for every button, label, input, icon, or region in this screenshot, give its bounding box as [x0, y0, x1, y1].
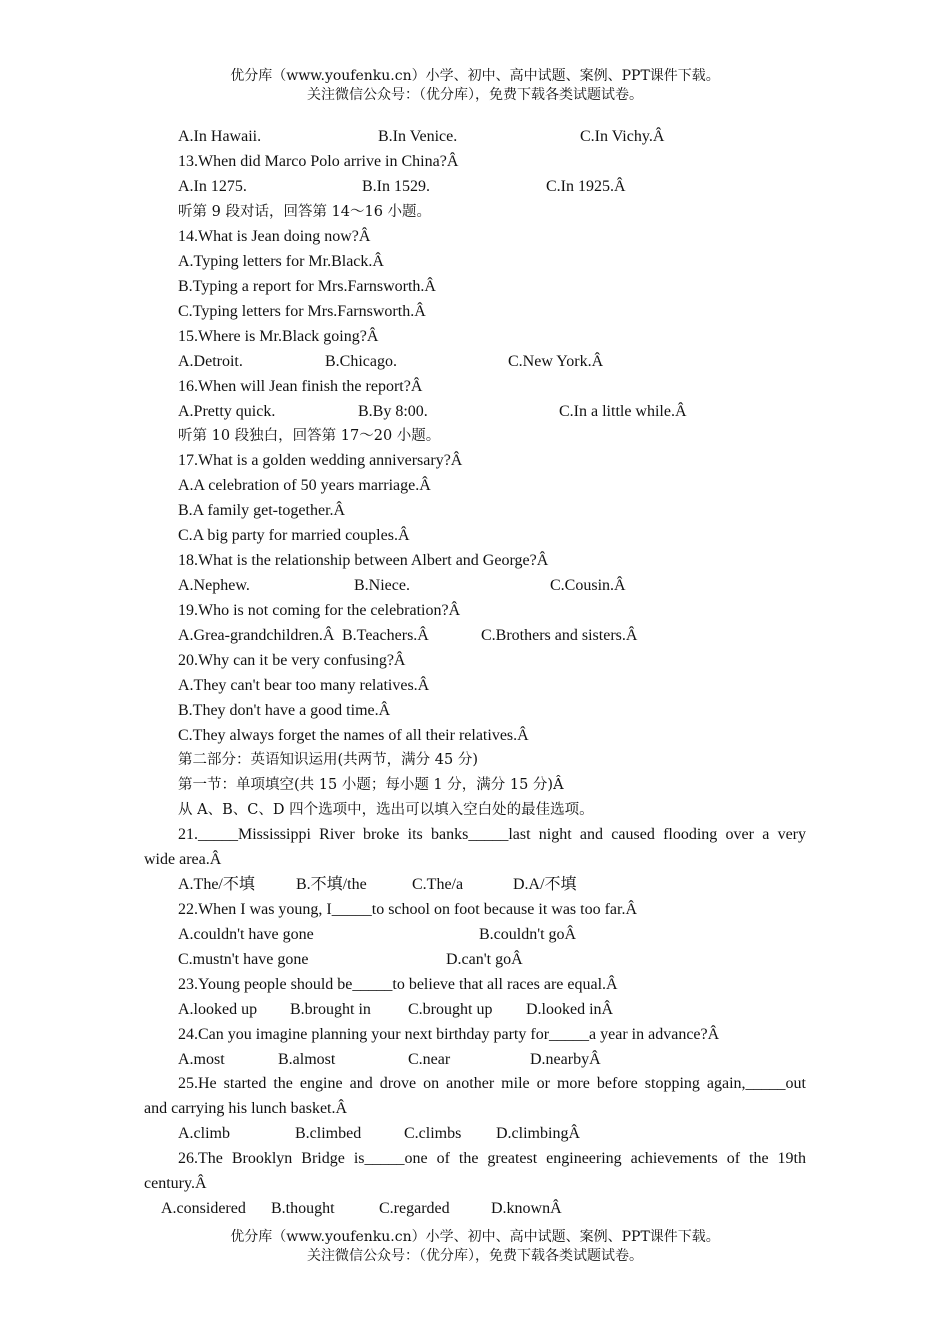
- q22-question: 22.When I was young, I_____to school on foot because it was too far.Â: [178, 901, 638, 918]
- q20-option-c: C.They always forget the names of all their relatives.Â: [178, 727, 529, 744]
- q24-option-d: D.nearbyÂ: [530, 1051, 601, 1068]
- q16-option-b: B.By 8:00.: [358, 403, 428, 420]
- q24-question: 24.Can you imagine planning your next birthday party for_____a year in advance?Â: [178, 1026, 720, 1043]
- q14-question: 14.What is Jean doing now?Â: [178, 228, 371, 245]
- q19-option-b: B.Teachers.Â: [342, 627, 429, 644]
- q26-question-line2: century.Â: [144, 1175, 207, 1192]
- part-2-instruction: 从 A、B、C、D 四个选项中，选出可以填入空白处的最佳选项。: [178, 802, 594, 818]
- q18-question: 18.What is the relationship between Albert and George?Â: [178, 552, 549, 569]
- q21-option-b: B.不填/the: [296, 876, 367, 893]
- q23-option-d: D.looked inÂ: [526, 1001, 614, 1018]
- q22-option-c: C.mustn't have gone: [178, 951, 309, 968]
- q13-option-b: B.In 1529.: [362, 178, 430, 195]
- q15-question: 15.Where is Mr.Black going?Â: [178, 328, 379, 345]
- q21-option-a: A.The/不填: [178, 876, 255, 893]
- q15-option-b: B.Chicago.: [325, 353, 397, 370]
- q17-option-c: C.A big party for married couples.Â: [178, 527, 410, 544]
- q19-option-c: C.Brothers and sisters.Â: [481, 627, 638, 644]
- q13-option-a: A.In 1275.: [178, 178, 247, 195]
- q25-option-b: B.climbed: [295, 1125, 362, 1142]
- q14-option-a: A.Typing letters for Mr.Black.Â: [178, 253, 384, 270]
- part-2-heading: 第二部分：英语知识运用(共两节，满分 45 分): [178, 752, 478, 768]
- q25-question-line2: and carrying his lunch basket.Â: [144, 1100, 348, 1117]
- q12-option-c: C.In Vichy.Â: [580, 128, 665, 145]
- q18-option-c: C.Cousin.Â: [550, 577, 626, 594]
- q14-option-c: C.Typing letters for Mrs.Farnsworth.Â: [178, 303, 426, 320]
- q18-option-a: A.Nephew.: [178, 577, 250, 594]
- q24-option-a: A.most: [178, 1051, 225, 1068]
- q16-option-c: C.In a little while.Â: [559, 403, 687, 420]
- section-9-instruction: 听第 9 段对话，回答第 14～16 小题。: [178, 204, 432, 220]
- q26-option-a: A.considered: [161, 1200, 246, 1217]
- q17-question: 17.What is a golden wedding anniversary?Â: [178, 452, 463, 469]
- q21-question-line1: 21._____Mississippi River broke its banks_____last night and caused flooding over a very: [178, 826, 806, 843]
- q15-option-c: C.New York.Â: [508, 353, 604, 370]
- q25-option-a: A.climb: [178, 1125, 230, 1142]
- q21-question-line2: wide area.Â: [144, 851, 222, 868]
- q25-question-line1: 25.He started the engine and drove on another mile or more before stopping again,_____out: [178, 1075, 806, 1092]
- page-footer-line2: 关注微信公众号：（优分库），免费下载各类试题试卷。: [307, 1248, 643, 1264]
- q21-option-c: C.The/a: [412, 876, 464, 893]
- page-header-line1: 优分库（www.youfenku.cn）小学、初中、高中试题、案例、PPT课件下载。: [230, 68, 720, 84]
- q13-question: 13.When did Marco Polo arrive in China?Â: [178, 153, 459, 170]
- q22-option-b: B.couldn't goÂ: [479, 926, 577, 943]
- q14-option-b: B.Typing a report for Mrs.Farnsworth.Â: [178, 278, 436, 295]
- q24-option-c: C.near: [408, 1051, 451, 1068]
- q25-option-d: D.climbingÂ: [496, 1125, 580, 1142]
- q23-option-a: A.looked up: [178, 1001, 258, 1018]
- section-10-instruction: 听第 10 段独白，回答第 17～20 小题。: [178, 428, 441, 444]
- q22-option-a: A.couldn't have gone: [178, 926, 314, 943]
- q16-option-a: A.Pretty quick.: [178, 403, 276, 420]
- q23-option-c: C.brought up: [408, 1001, 493, 1018]
- q15-option-a: A.Detroit.: [178, 353, 243, 370]
- q17-option-a: A.A celebration of 50 years marriage.Â: [178, 477, 431, 494]
- q19-question: 19.Who is not coming for the celebration?Â: [178, 602, 461, 619]
- q20-option-a: A.They can't bear too many relatives.Â: [178, 677, 430, 694]
- q26-question-line1: 26.The Brooklyn Bridge is_____one of the greatest engineering achievements of the 19th: [178, 1150, 806, 1167]
- q21-option-d: D.A/不填: [513, 876, 577, 893]
- page-footer-line1: 优分库（www.youfenku.cn）小学、初中、高中试题、案例、PPT课件下载。: [230, 1229, 720, 1245]
- q12-option-b: B.In Venice.: [378, 128, 458, 145]
- q19-option-a: A.Grea-grandchildren.Â: [178, 627, 335, 644]
- q22-option-d: D.can't goÂ: [446, 951, 523, 968]
- q13-option-c: C.In 1925.Â: [546, 178, 626, 195]
- q18-option-b: B.Niece.: [354, 577, 410, 594]
- q12-option-a: A.In Hawaii.: [178, 128, 262, 145]
- q23-option-b: B.brought in: [290, 1001, 371, 1018]
- q25-option-c: C.climbs: [404, 1125, 462, 1142]
- q26-option-c: C.regarded: [379, 1200, 450, 1217]
- q20-question: 20.Why can it be very confusing?Â: [178, 652, 406, 669]
- q16-question: 16.When will Jean finish the report?Â: [178, 378, 423, 395]
- part-2-section-1-heading: 第一节：单项填空(共 15 小题；每小题 1 分，满分 15 分)Â: [178, 777, 564, 793]
- q20-option-b: B.They don't have a good time.Â: [178, 702, 391, 719]
- page-header-line2: 关注微信公众号：（优分库），免费下载各类试题试卷。: [307, 87, 643, 103]
- q26-option-b: B.thought: [271, 1200, 335, 1217]
- q17-option-b: B.A family get-together.Â: [178, 502, 346, 519]
- q23-question: 23.Young people should be_____to believe that all races are equal.Â: [178, 976, 618, 993]
- q26-option-d: D.knownÂ: [491, 1200, 562, 1217]
- q24-option-b: B.almost: [278, 1051, 336, 1068]
